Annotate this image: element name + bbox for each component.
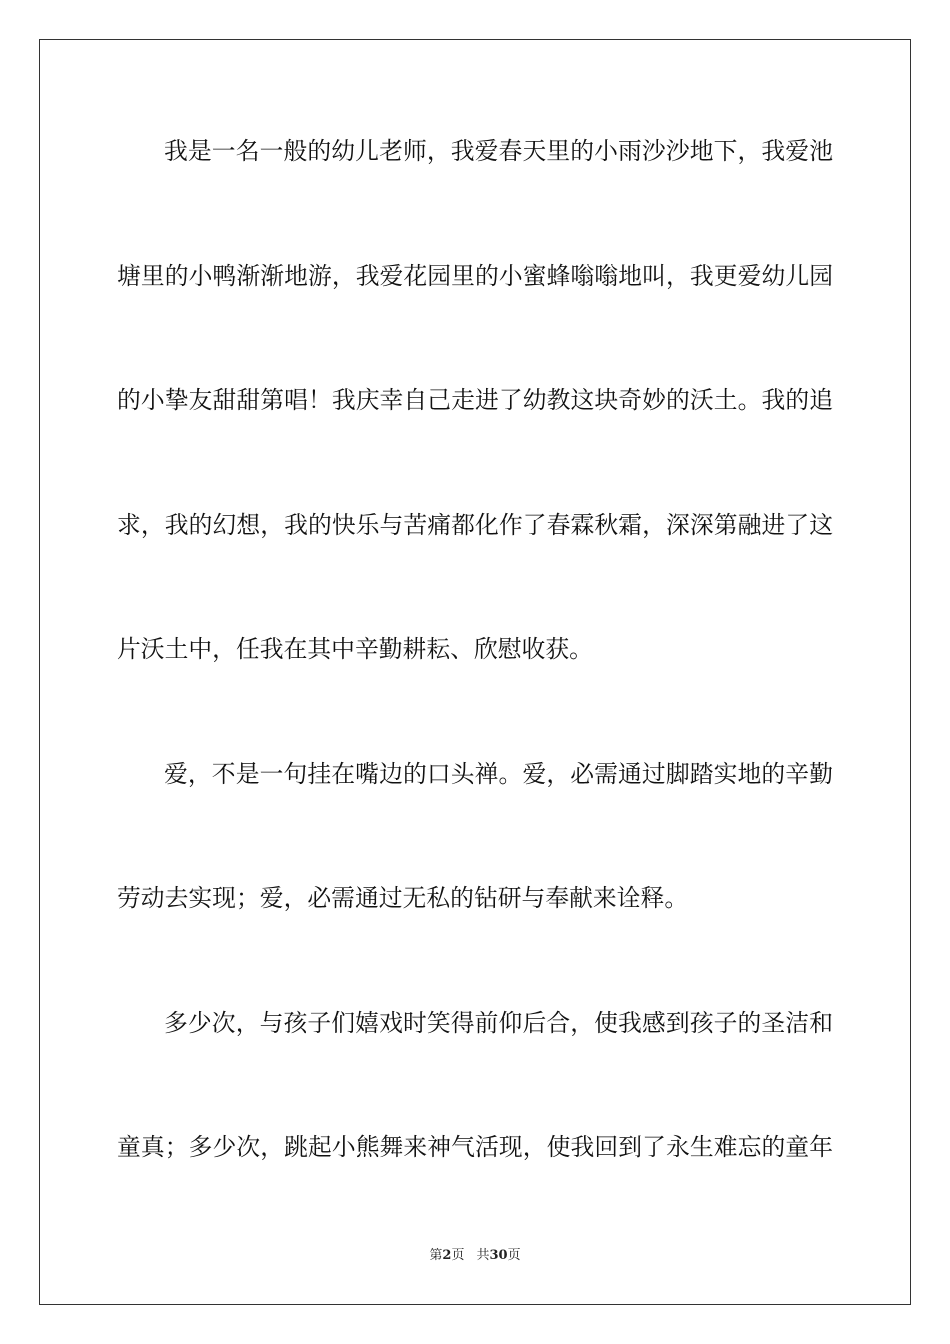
paragraph-line: 爱，不是一句挂在嘴边的口头禅。爱，必需通过脚踏实地的辛勤 bbox=[164, 759, 833, 788]
document-body bbox=[117, 118, 833, 1239]
paragraph-line: 塘里的小鸭渐渐地游，我爱花园里的小蜜蜂嗡嗡地叫，我更爱幼儿园 bbox=[117, 261, 833, 290]
paragraph-line: 劳动去实现；爱，必需通过无私的钻研与奉献来诠释。 bbox=[117, 884, 689, 912]
page-suffix: 页 bbox=[451, 1248, 465, 1263]
paragraph-line: 我是一名一般的幼儿老师，我爱春天里的小雨沙沙地下，我爱池 bbox=[164, 137, 833, 165]
page-footer bbox=[0, 1246, 950, 1266]
paragraph-line: 片沃土中，任我在其中辛勤耕耘、欣慰收获。 bbox=[117, 635, 593, 663]
page-prefix: 第 bbox=[429, 1248, 443, 1263]
total-pages: 30 bbox=[489, 1248, 508, 1263]
paragraph-line: 童真；多少次，跳起小熊舞来神气活现，使我回到了永生难忘的童年 bbox=[117, 1133, 833, 1161]
paragraph-line: 求，我的幻想，我的快乐与苦痛都化作了春霖秋霜，深深第融进了这 bbox=[117, 510, 833, 539]
total-prefix: 共 bbox=[476, 1248, 490, 1263]
paragraph-line: 的小挚友甜甜第唱！我庆幸自己走进了幼教这块奇妙的沃土。我的追 bbox=[117, 386, 833, 414]
page-number: 2 bbox=[442, 1248, 452, 1263]
total-suffix: 页 bbox=[507, 1248, 521, 1263]
paragraph-line: 多少次，与孩子们嬉戏时笑得前仰后合，使我感到孩子的圣洁和 bbox=[164, 1008, 833, 1037]
